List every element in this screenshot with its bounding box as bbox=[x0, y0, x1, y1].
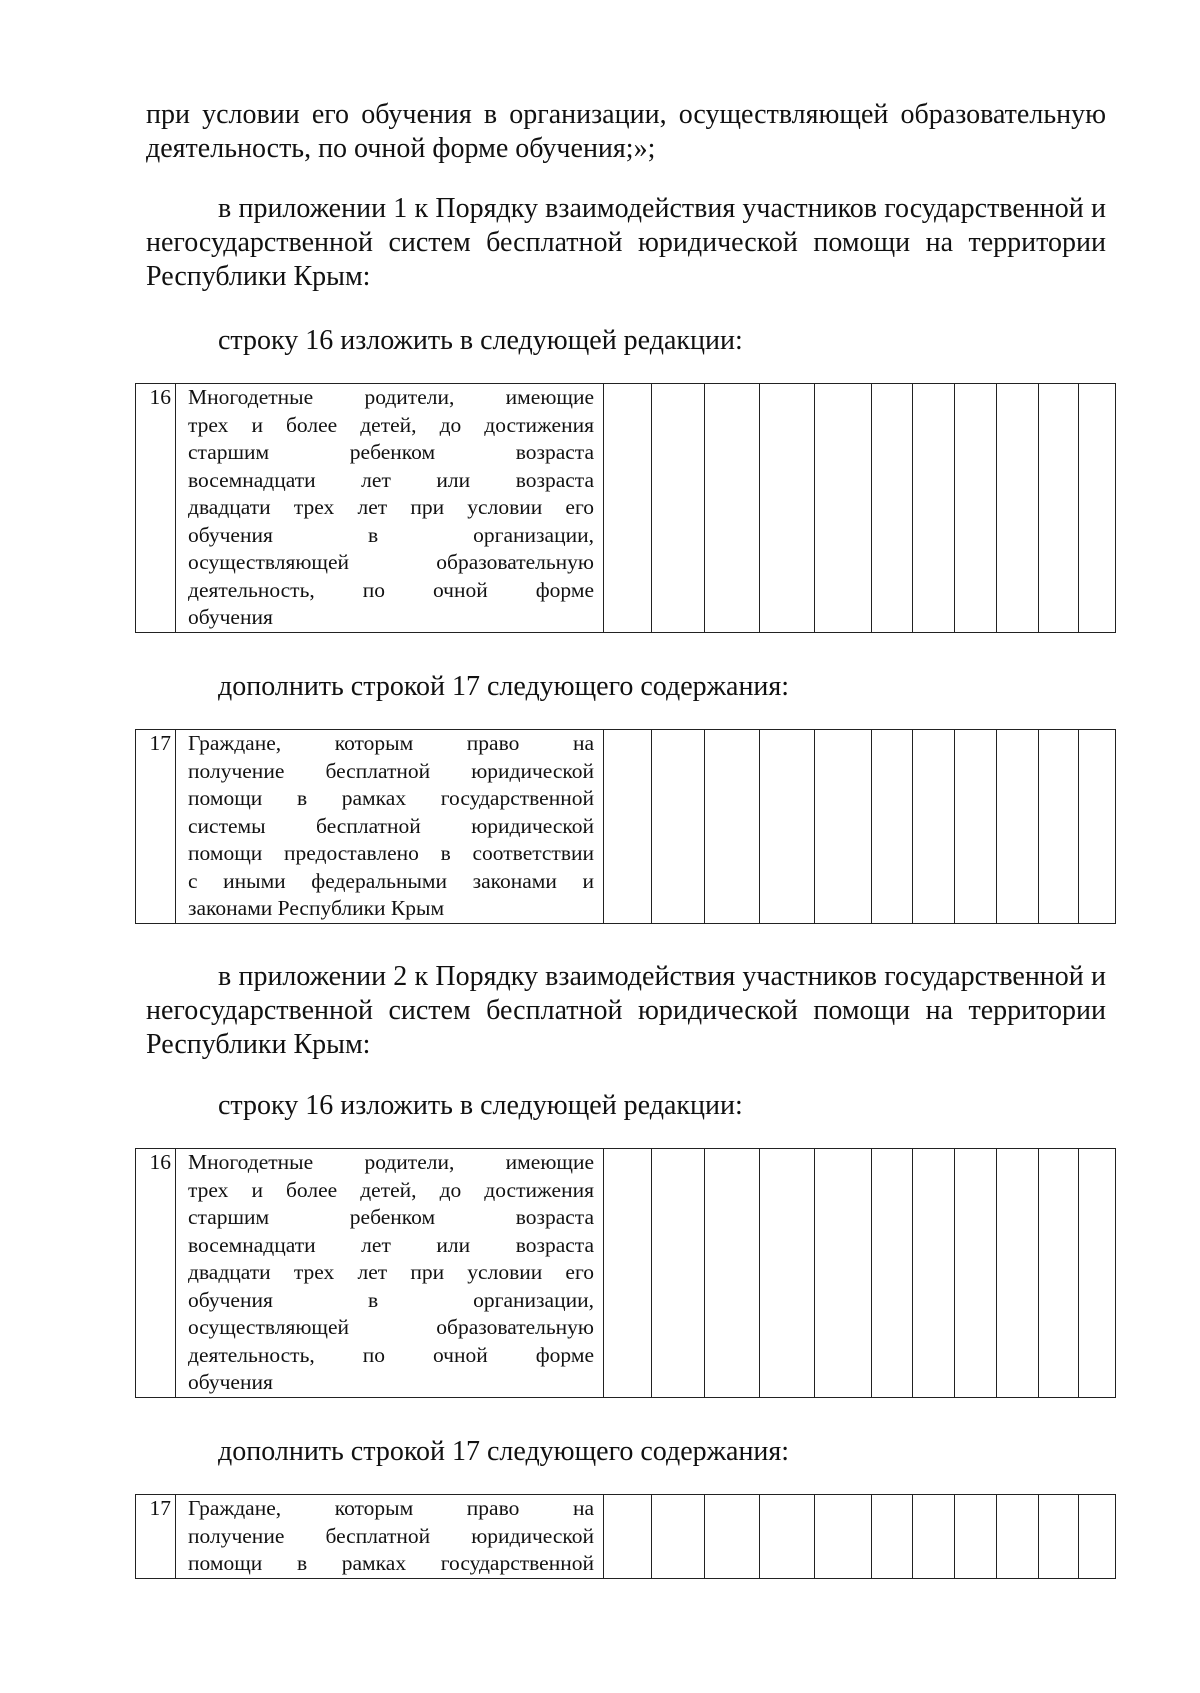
empty-cell bbox=[815, 1495, 872, 1579]
section2-instruction-17: дополнить строкой 17 следующего содержания: bbox=[218, 1436, 790, 1467]
desc-line: деятельность, по очной форме bbox=[188, 577, 594, 602]
desc-line: Многодетные родители, имеющие bbox=[188, 385, 594, 409]
section2-heading: в приложении 2 к Порядку взаимодействия участников государственной и негосударственной систем бесплатной юридической помощи на территории Республики Крым: bbox=[146, 961, 1106, 1060]
desc-line: Многодетные родители, имеющие bbox=[188, 1150, 594, 1174]
empty-cell bbox=[955, 730, 997, 924]
empty-cell bbox=[652, 1495, 705, 1579]
desc-line: обучения bbox=[188, 605, 273, 629]
intro-line-2: деятельность, по очной форме обучения;»; bbox=[146, 133, 656, 164]
empty-cell bbox=[955, 1495, 997, 1579]
desc-line: получение бесплатной юридической bbox=[188, 758, 594, 783]
desc-line: деятельность, по очной форме bbox=[188, 1342, 594, 1367]
desc-line: с иными федеральными законами и bbox=[188, 868, 594, 893]
empty-cell bbox=[872, 384, 913, 633]
empty-cell bbox=[604, 730, 652, 924]
empty-cell bbox=[913, 730, 955, 924]
intro-line-1: при условии его обучения в организации, осуществляющей образовательную bbox=[146, 99, 1106, 130]
desc-line: обучения в организации, bbox=[188, 522, 594, 547]
empty-cell bbox=[872, 730, 913, 924]
desc-line: двадцати трех лет при условии его bbox=[188, 1260, 594, 1284]
section2-instruction-16: строку 16 изложить в следующей редакции: bbox=[218, 1090, 743, 1121]
empty-cell bbox=[1079, 1495, 1116, 1579]
section1-instruction-16: строку 16 изложить в следующей редакции: bbox=[218, 325, 743, 356]
empty-cell bbox=[604, 1495, 652, 1579]
desc-line: двадцати трех лет при условии его bbox=[188, 495, 594, 519]
empty-cell bbox=[1039, 1495, 1079, 1579]
desc-line: старшим ребенком возраста bbox=[188, 440, 594, 464]
empty-cell bbox=[872, 1149, 913, 1398]
desc-line: обучения bbox=[188, 1370, 273, 1394]
empty-cell bbox=[604, 1149, 652, 1398]
row-number: 16 bbox=[136, 384, 176, 633]
section1-row16-table bbox=[135, 383, 1116, 633]
section1-heading: в приложении 1 к Порядку взаимодействия участников государственной и негосударственной систем бесплатной юридической помощи на территории Республики Крым: bbox=[146, 193, 1106, 292]
row-number: 17 bbox=[136, 730, 176, 924]
empty-cell bbox=[1079, 384, 1116, 633]
empty-cell bbox=[1039, 730, 1079, 924]
row-description bbox=[176, 384, 604, 633]
empty-cell bbox=[760, 1149, 815, 1398]
row-number: 17 bbox=[136, 1495, 176, 1579]
empty-cell bbox=[1039, 1149, 1079, 1398]
section2-row16-table bbox=[135, 1148, 1116, 1398]
empty-cell bbox=[604, 384, 652, 633]
empty-cell bbox=[760, 1495, 815, 1579]
empty-cell bbox=[705, 1495, 760, 1579]
desc-line: законами Республики Крым bbox=[188, 896, 445, 920]
table-row bbox=[136, 384, 1116, 633]
desc-line: обучения в организации, bbox=[188, 1287, 594, 1312]
empty-cell bbox=[1039, 384, 1079, 633]
desc-line: получение бесплатной юридической bbox=[188, 1523, 594, 1548]
empty-cell bbox=[815, 1149, 872, 1398]
empty-cell bbox=[815, 384, 872, 633]
empty-cell bbox=[760, 384, 815, 633]
empty-cell bbox=[997, 1495, 1039, 1579]
table-row bbox=[136, 730, 1116, 924]
empty-cell bbox=[955, 1149, 997, 1398]
empty-cell bbox=[913, 384, 955, 633]
row-description bbox=[176, 1149, 604, 1398]
section1-row17-table bbox=[135, 729, 1116, 924]
empty-cell bbox=[997, 730, 1039, 924]
desc-line: помощи в рамках государственной bbox=[188, 1551, 594, 1575]
empty-cell bbox=[652, 384, 705, 633]
empty-cell bbox=[705, 1149, 760, 1398]
section1-instruction-17: дополнить строкой 17 следующего содержания: bbox=[218, 671, 790, 702]
empty-cell bbox=[1079, 1149, 1116, 1398]
empty-cell bbox=[705, 384, 760, 633]
empty-cell bbox=[815, 730, 872, 924]
row-description bbox=[176, 730, 604, 924]
desc-line: восемнадцати лет или возраста bbox=[188, 467, 594, 492]
desc-line: восемнадцати лет или возраста bbox=[188, 1232, 594, 1257]
empty-cell bbox=[872, 1495, 913, 1579]
section2-row17-table bbox=[135, 1494, 1116, 1579]
desc-line: помощи предоставлено в соответствии bbox=[188, 841, 594, 865]
empty-cell bbox=[652, 1149, 705, 1398]
empty-cell bbox=[955, 384, 997, 633]
empty-cell bbox=[997, 384, 1039, 633]
empty-cell bbox=[913, 1495, 955, 1579]
row-description bbox=[176, 1495, 604, 1579]
table-row bbox=[136, 1495, 1116, 1579]
desc-line: помощи в рамках государственной bbox=[188, 786, 594, 810]
desc-line: трех и более детей, до достижения bbox=[188, 1177, 594, 1202]
empty-cell bbox=[652, 730, 705, 924]
desc-line: системы бесплатной юридической bbox=[188, 813, 594, 838]
row-number: 16 bbox=[136, 1149, 176, 1398]
empty-cell bbox=[913, 1149, 955, 1398]
desc-line: трех и более детей, до достижения bbox=[188, 412, 594, 437]
table-row bbox=[136, 1149, 1116, 1398]
empty-cell bbox=[760, 730, 815, 924]
desc-line: осуществляющей образовательную bbox=[188, 1315, 594, 1339]
empty-cell bbox=[997, 1149, 1039, 1398]
desc-line: Граждане, которым право на bbox=[188, 1496, 594, 1520]
empty-cell bbox=[1079, 730, 1116, 924]
desc-line: осуществляющей образовательную bbox=[188, 550, 594, 574]
empty-cell bbox=[705, 730, 760, 924]
desc-line: Граждане, которым право на bbox=[188, 731, 594, 755]
desc-line: старшим ребенком возраста bbox=[188, 1205, 594, 1229]
